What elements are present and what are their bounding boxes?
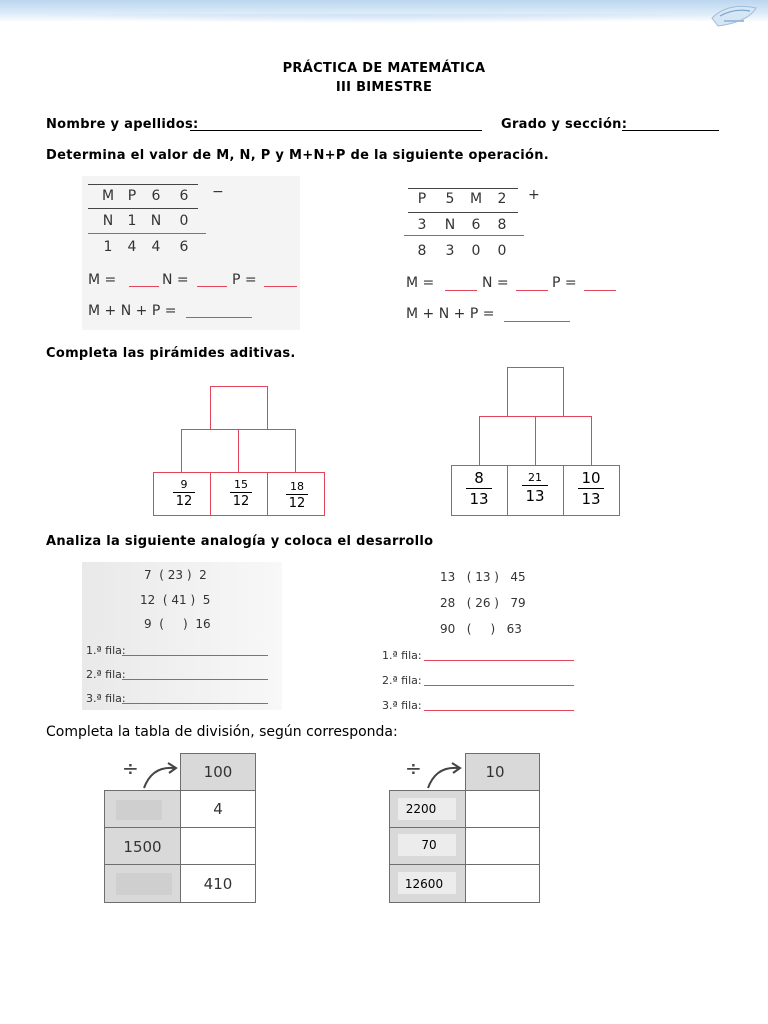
table1-r1-dividend-blank: [116, 800, 162, 820]
table1-r2-dividend: 1500: [123, 838, 162, 856]
name-field[interactable]: [190, 130, 482, 131]
op1-r2-c1: N: [102, 213, 114, 229]
op2-r2-c4: 8: [497, 217, 507, 233]
table1-r2-quotient-cell[interactable]: [180, 827, 256, 865]
fraction-denominator: 13: [581, 490, 601, 508]
pyramid1-fraction-2: [227, 478, 255, 509]
table1-r3-dividend-blank: [116, 873, 172, 895]
fraction-bar: [173, 492, 195, 493]
op1-r2-c3: N: [150, 213, 162, 229]
fraction-numerator: 10: [581, 469, 601, 487]
division-symbol-1: ÷: [122, 756, 139, 780]
op2-r2-c3: 6: [471, 217, 481, 233]
op2-r1-c2: 5: [445, 191, 455, 207]
table2-r3-quotient-cell[interactable]: [465, 864, 540, 903]
table2-r1-quotient-cell[interactable]: [465, 790, 540, 828]
op1-res-c4: 6: [179, 239, 189, 255]
op2-sum-field[interactable]: [504, 321, 570, 322]
pyramid1-mid-cell-right[interactable]: [238, 429, 296, 473]
op2-m-field[interactable]: [445, 290, 477, 291]
operation1-panel: [82, 176, 300, 330]
fraction-bar: [230, 492, 252, 493]
op1-n-label: N =: [162, 272, 189, 288]
op1-r2-c2: 1: [127, 213, 137, 229]
op2-r1-c4: 2: [497, 191, 507, 207]
op2-r2-c2: N: [444, 217, 456, 233]
op1-r1-c2: P: [127, 188, 137, 204]
pyramid2-fraction-3: [575, 469, 607, 508]
pyramid2-mid-cell-left[interactable]: [479, 416, 536, 466]
fraction-denominator: 13: [469, 490, 489, 508]
analogy1-row1-field[interactable]: [122, 655, 268, 656]
section4-heading: Completa la tabla de división, según corresponda:: [46, 724, 398, 740]
op1-mid-line: [88, 208, 198, 209]
grade-label: Grado y sección:: [501, 117, 628, 132]
analogy2-row1-field[interactable]: [424, 660, 574, 661]
analogy2-row2-label: 2.ª fila:: [382, 674, 422, 687]
op1-m-field[interactable]: [129, 286, 159, 287]
analogy1-panel: [82, 562, 282, 710]
op2-r1-c1: P: [417, 191, 427, 207]
op1-p-field[interactable]: [264, 286, 297, 287]
op2-res-c4: 0: [497, 243, 507, 259]
table1-divisor: 100: [203, 763, 233, 781]
op1-r1-c4: 6: [179, 188, 189, 204]
pyramid2-fraction-1: [463, 469, 495, 508]
pyramid2-fraction-2: [519, 471, 551, 505]
operation2-panel: [400, 180, 640, 330]
op2-result-line: [404, 235, 524, 236]
op2-operator: +: [528, 187, 540, 203]
op1-sum-field[interactable]: [186, 317, 252, 318]
op1-p-label: P =: [232, 272, 257, 288]
table1-r1-quotient: 4: [213, 800, 223, 818]
page-subtitle: III BIMESTRE: [335, 80, 433, 95]
fraction-bar: [578, 488, 604, 489]
op1-sum-label: M + N + P =: [88, 303, 177, 319]
op2-r1-c3: M: [469, 191, 483, 207]
op2-res-c3: 0: [471, 243, 481, 259]
analogy1-line-1: 7 ( 23 ) 2: [144, 568, 207, 582]
analogy2-panel: [380, 566, 580, 716]
op2-res-c2: 3: [445, 243, 455, 259]
fraction-bar: [522, 485, 548, 486]
section1-heading: Determina el valor de M, N, P y M+N+P de la siguiente operación.: [46, 148, 550, 163]
op1-res-c3: 4: [151, 239, 161, 255]
table2-r1-dividend: 2200: [405, 802, 437, 816]
fraction-denominator: 12: [232, 494, 250, 509]
op2-mid-line: [408, 212, 518, 213]
pyramid1-fraction-1: [170, 478, 198, 509]
analogy2-line-2: 28 ( 26 ) 79: [440, 596, 526, 610]
op1-n-field[interactable]: [197, 286, 227, 287]
op1-res-c2: 4: [127, 239, 137, 255]
section2-heading: Completa las pirámides aditivas.: [46, 346, 296, 361]
op2-sum-label: M + N + P =: [406, 306, 495, 322]
fraction-denominator: 13: [525, 487, 545, 505]
op1-r1-c3: 6: [151, 188, 161, 204]
page-title: PRÁCTICA DE MATEMÁTICA: [282, 61, 486, 76]
pyramid1-mid-cell-left[interactable]: [181, 429, 239, 473]
section3-heading: Analiza la siguiente analogía y coloca el desarrollo: [46, 534, 434, 549]
table2-r2-quotient-cell[interactable]: [465, 827, 540, 865]
table2-divisor: 10: [485, 763, 505, 781]
table1-r3-quotient: 410: [203, 875, 233, 893]
op2-p-field[interactable]: [584, 290, 616, 291]
op1-res-c1: 1: [103, 239, 113, 255]
analogy2-line-3: 90 ( ) 63: [440, 622, 522, 636]
op1-m-label: M =: [88, 272, 117, 288]
analogy1-row3-field[interactable]: [122, 703, 268, 704]
school-logo-icon: [708, 0, 760, 30]
grade-field[interactable]: [622, 130, 719, 131]
header-wave: [0, 14, 768, 24]
fraction-numerator: 15: [234, 478, 248, 491]
fraction-numerator: 8: [474, 469, 484, 487]
fraction-numerator: 21: [528, 471, 542, 484]
op2-n-label: N =: [482, 275, 509, 291]
op2-p-label: P =: [552, 275, 577, 291]
analogy1-row2-field[interactable]: [122, 679, 268, 680]
pyramid2-top-cell[interactable]: [507, 367, 564, 417]
pyramid1-top-cell[interactable]: [210, 386, 268, 430]
op1-top-line: [88, 184, 198, 185]
analogy2-row2-field[interactable]: [424, 685, 574, 686]
op1-result-line: [88, 233, 206, 234]
analogy2-row3-label: 3.ª fila:: [382, 699, 422, 712]
fraction-denominator: 12: [288, 496, 306, 511]
fraction-numerator: 9: [180, 478, 188, 491]
op2-n-field[interactable]: [516, 290, 548, 291]
analogy1-row2-label: 2.ª fila:: [86, 668, 126, 681]
analogy1-line-2: 12 ( 41 ) 5: [140, 593, 211, 607]
pyramid2-mid-cell-right[interactable]: [535, 416, 592, 466]
division-symbol-2: ÷: [405, 756, 422, 780]
curved-arrow-icon: [424, 760, 466, 790]
analogy1-row3-label: 3.ª fila:: [86, 692, 126, 705]
analogy1-line-3: 9 ( ) 16: [144, 617, 211, 631]
op1-r1-c1: M: [101, 188, 115, 204]
curved-arrow-icon: [140, 760, 182, 790]
op2-top-line: [408, 188, 518, 189]
fraction-bar: [286, 494, 308, 495]
op1-r2-c4: 0: [179, 213, 189, 229]
op2-r2-c1: 3: [417, 217, 427, 233]
table2-r3-dividend: 12600: [404, 877, 444, 891]
analogy2-line-1: 13 ( 13 ) 45: [440, 570, 526, 584]
analogy2-row1-label: 1.ª fila:: [382, 649, 422, 662]
analogy2-row3-field[interactable]: [424, 710, 574, 711]
fraction-denominator: 12: [175, 494, 193, 509]
op2-m-label: M =: [406, 275, 435, 291]
name-label: Nombre y apellidos:: [46, 117, 199, 132]
fraction-numerator: 18: [290, 480, 304, 493]
analogy1-row1-label: 1.ª fila:: [86, 644, 126, 657]
op1-operator: −: [212, 184, 224, 200]
op2-res-c1: 8: [417, 243, 427, 259]
table2-r2-dividend: 70: [421, 838, 437, 852]
pyramid1-fraction-3: [283, 480, 311, 511]
fraction-bar: [466, 488, 492, 489]
